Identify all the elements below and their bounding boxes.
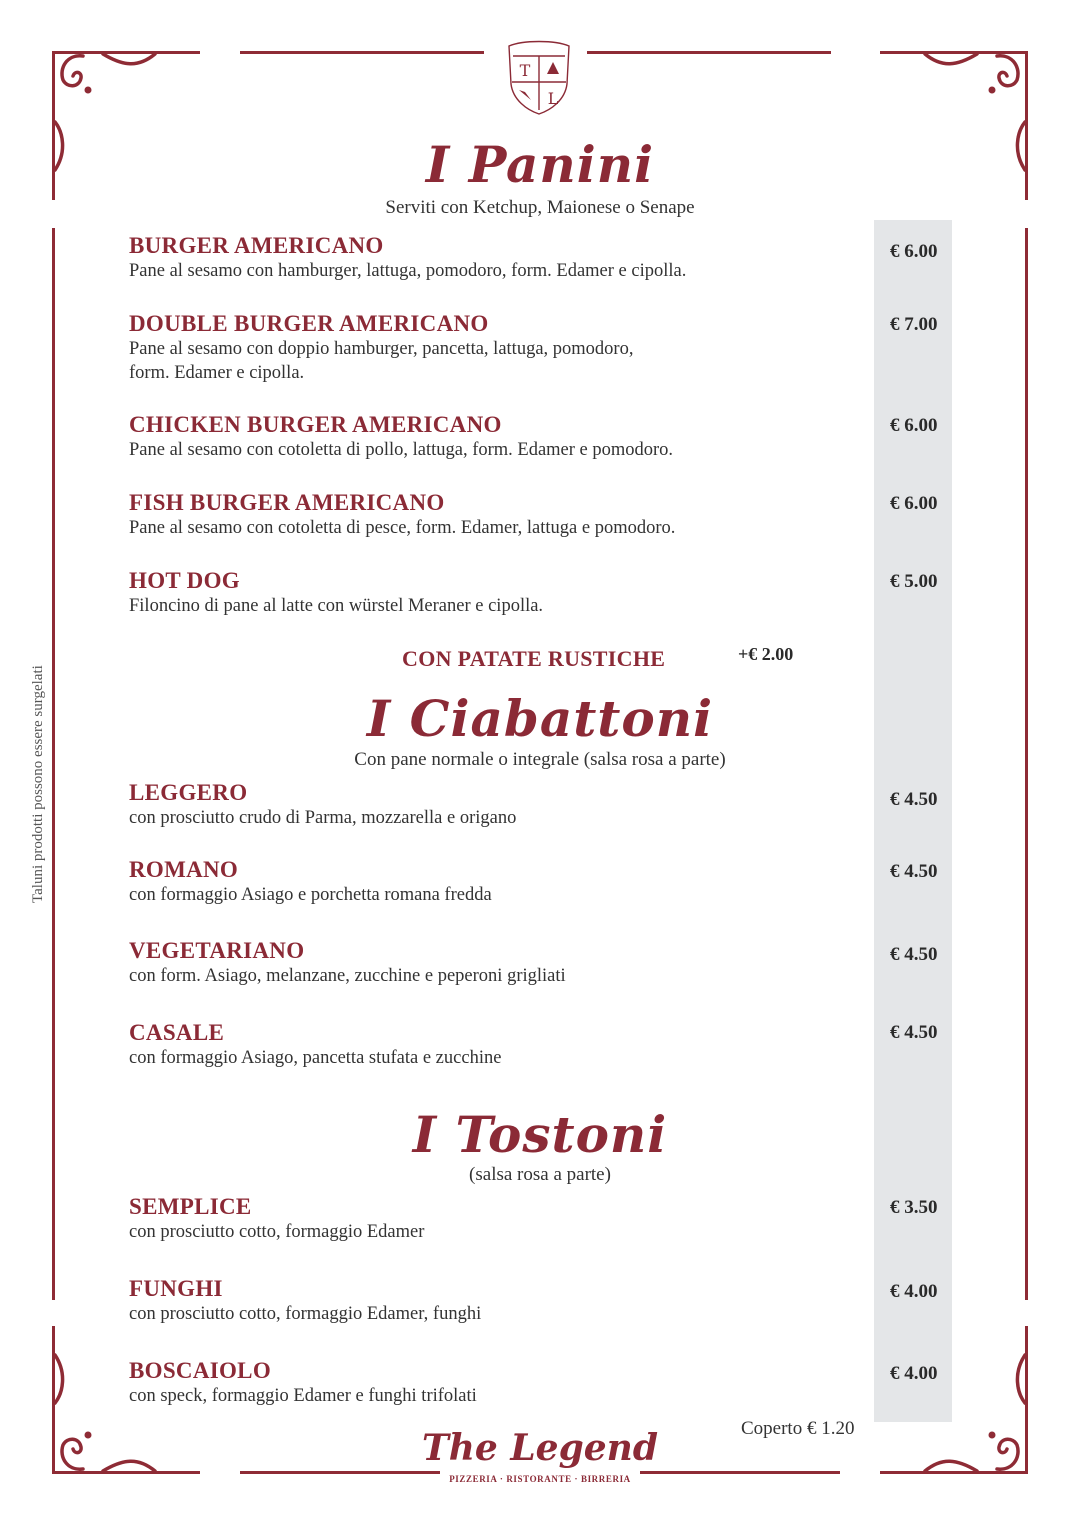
item-name: HOT DOG <box>129 568 240 593</box>
item-name: CHICKEN BURGER AMERICANO <box>129 412 502 437</box>
item-description: con prosciutto cotto, formaggio Edamer, funghi <box>129 1304 482 1324</box>
menu-item <box>129 568 869 618</box>
section-title-ciabattoni: I Ciabattoni <box>366 689 714 748</box>
item-price: € 4.50 <box>890 1022 938 1043</box>
menu-item <box>129 490 869 540</box>
menu-item <box>129 412 869 462</box>
border-top-center-left <box>240 51 484 54</box>
crest-logo-icon <box>503 38 575 116</box>
item-price: € 4.50 <box>890 861 938 882</box>
menu-item <box>129 1194 869 1244</box>
border-top-center-right <box>587 51 831 54</box>
item-price: € 6.00 <box>890 241 938 262</box>
item-description: con form. Asiago, melanzane, zucchine e peperoni grigliati <box>129 966 566 986</box>
section-subtitle-ciabattoni: Con pane normale o integrale (salsa rosa a parte) <box>354 749 726 770</box>
item-name: BURGER AMERICANO <box>129 233 384 258</box>
item-description: con speck, formaggio Edamer e funghi trifolati <box>129 1386 477 1406</box>
item-name: VEGETARIANO <box>129 938 305 963</box>
item-description: form. Edamer e cipolla. <box>129 363 305 383</box>
cover-charge: Coperto € 1.20 <box>741 1418 855 1439</box>
svg-text:T: T <box>519 61 531 80</box>
restaurant-logo-name: The Legend <box>421 1427 659 1469</box>
item-price: € 7.00 <box>890 314 938 335</box>
item-price: € 4.00 <box>890 1363 938 1384</box>
item-price: € 6.00 <box>890 493 938 514</box>
item-price: € 5.00 <box>890 571 938 592</box>
menu-item <box>129 857 869 907</box>
frozen-products-note: Taluni prodotti possono essere surgelati <box>30 665 46 903</box>
extra-option-label: CON PATATE RUSTICHE <box>402 646 666 671</box>
item-description: Pane al sesamo con hamburger, lattuga, pomodoro, form. Edamer e cipolla. <box>129 261 687 281</box>
menu-item <box>129 1358 869 1408</box>
item-description: con prosciutto crudo di Parma, mozzarella e origano <box>129 808 517 828</box>
section-subtitle-panini: Serviti con Ketchup, Maionese o Senape <box>385 197 695 218</box>
menu-item <box>129 1020 869 1070</box>
menu-item <box>129 780 869 830</box>
menu-item <box>129 1276 869 1326</box>
menu-item <box>129 311 869 385</box>
item-price: € 4.00 <box>890 1281 938 1302</box>
extra-option-price: +€ 2.00 <box>738 644 794 664</box>
item-price: € 3.50 <box>890 1197 938 1218</box>
section-subtitle-tostoni: (salsa rosa a parte) <box>469 1164 611 1185</box>
item-name: SEMPLICE <box>129 1194 252 1219</box>
item-description: Pane al sesamo con doppio hamburger, pancetta, lattuga, pomodoro, <box>129 339 634 359</box>
item-description: con formaggio Asiago, pancetta stufata e zucchine <box>129 1048 502 1068</box>
item-name: FISH BURGER AMERICANO <box>129 490 445 515</box>
menu-item <box>129 233 869 283</box>
item-price: € 4.50 <box>890 789 938 810</box>
item-description: con prosciutto cotto, formaggio Edamer <box>129 1222 425 1242</box>
section-title-panini: I Panini <box>425 135 655 194</box>
item-description: Pane al sesamo con cotoletta di pollo, lattuga, form. Edamer e pomodoro. <box>129 440 674 460</box>
item-name: LEGGERO <box>129 780 248 805</box>
item-description: Pane al sesamo con cotoletta di pesce, form. Edamer, lattuga e pomodoro. <box>129 518 676 538</box>
svg-text:L: L <box>547 89 559 108</box>
menu-item <box>129 938 869 988</box>
item-name: ROMANO <box>129 857 239 882</box>
item-name: BOSCAIOLO <box>129 1358 272 1383</box>
item-name: CASALE <box>129 1020 225 1045</box>
item-price: € 6.00 <box>890 415 938 436</box>
item-price: € 4.50 <box>890 944 938 965</box>
restaurant-tagline: PIZZERIA · RISTORANTE · BIRRERIA <box>449 1474 631 1484</box>
item-description: con formaggio Asiago e porchetta romana fredda <box>129 885 492 905</box>
section-title-tostoni: I Tostoni <box>412 1105 668 1164</box>
item-description: Filoncino di pane al latte con würstel Meraner e cipolla. <box>129 596 544 616</box>
item-name: FUNGHI <box>129 1276 223 1301</box>
price-column <box>874 220 952 1422</box>
item-name: DOUBLE BURGER AMERICANO <box>129 311 489 336</box>
